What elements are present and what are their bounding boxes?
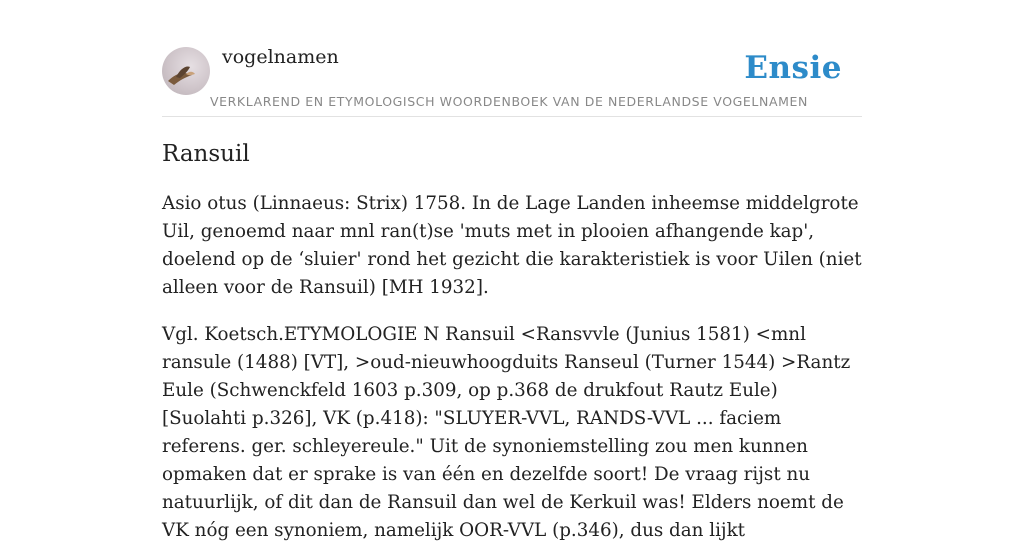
article-paragraph: Asio otus (Linnaeus: Strix) 1758. In de Lage Landen inheemse middelgrote Uil, genoemd naar mnl ran(t)se 'muts met in plooien afhangende kap', doelend op de ‘sluier' rond het gezicht die karakteristiek is voor Uilen (niet alleen voor de Ransuil) [MH 1932]. xyxy=(162,193,862,298)
page-title: Ransuil xyxy=(162,141,250,167)
ensie-logo[interactable]: Ensie xyxy=(744,50,842,86)
bird-photo-icon[interactable] xyxy=(162,47,210,95)
site-name-link[interactable]: vogelnamen xyxy=(222,46,339,68)
page xyxy=(162,0,862,545)
article-paragraph: Vgl. Koetsch.ETYMOLOGIE N Ransuil <Ransvvle (Junius 1581) <mnl ransule (1488) [VT], >oud-nieuwhoogduits Ranseul (Turner 1544) >Rantz Eule (Schwenckfeld 1603 p.309, op p.368 de drukfout Rautz Eule) [Suolahti p.326], VK (p.418): "SLUYER-VVL, RANDS-VVL ... faciem referens. ger. schleyereule." Uit de synoniemstelling zou men kunnen opmaken dat er sprake is van één en dezelfde soort! De vraag rijst nu natuurlijk, of dit dan de Ransuil dan wel de Kerkuil was! Elders noemt de VK nóg een synoniem, namelijk OOR-VVL (p.346), dus dan lijkt xyxy=(162,324,851,541)
site-header xyxy=(162,0,862,117)
article-body xyxy=(162,190,862,545)
site-tagline: VERKLAREND EN ETYMOLOGISCH WOORDENBOEK VAN DE NEDERLANDSE VOGELNAMEN xyxy=(210,94,808,109)
